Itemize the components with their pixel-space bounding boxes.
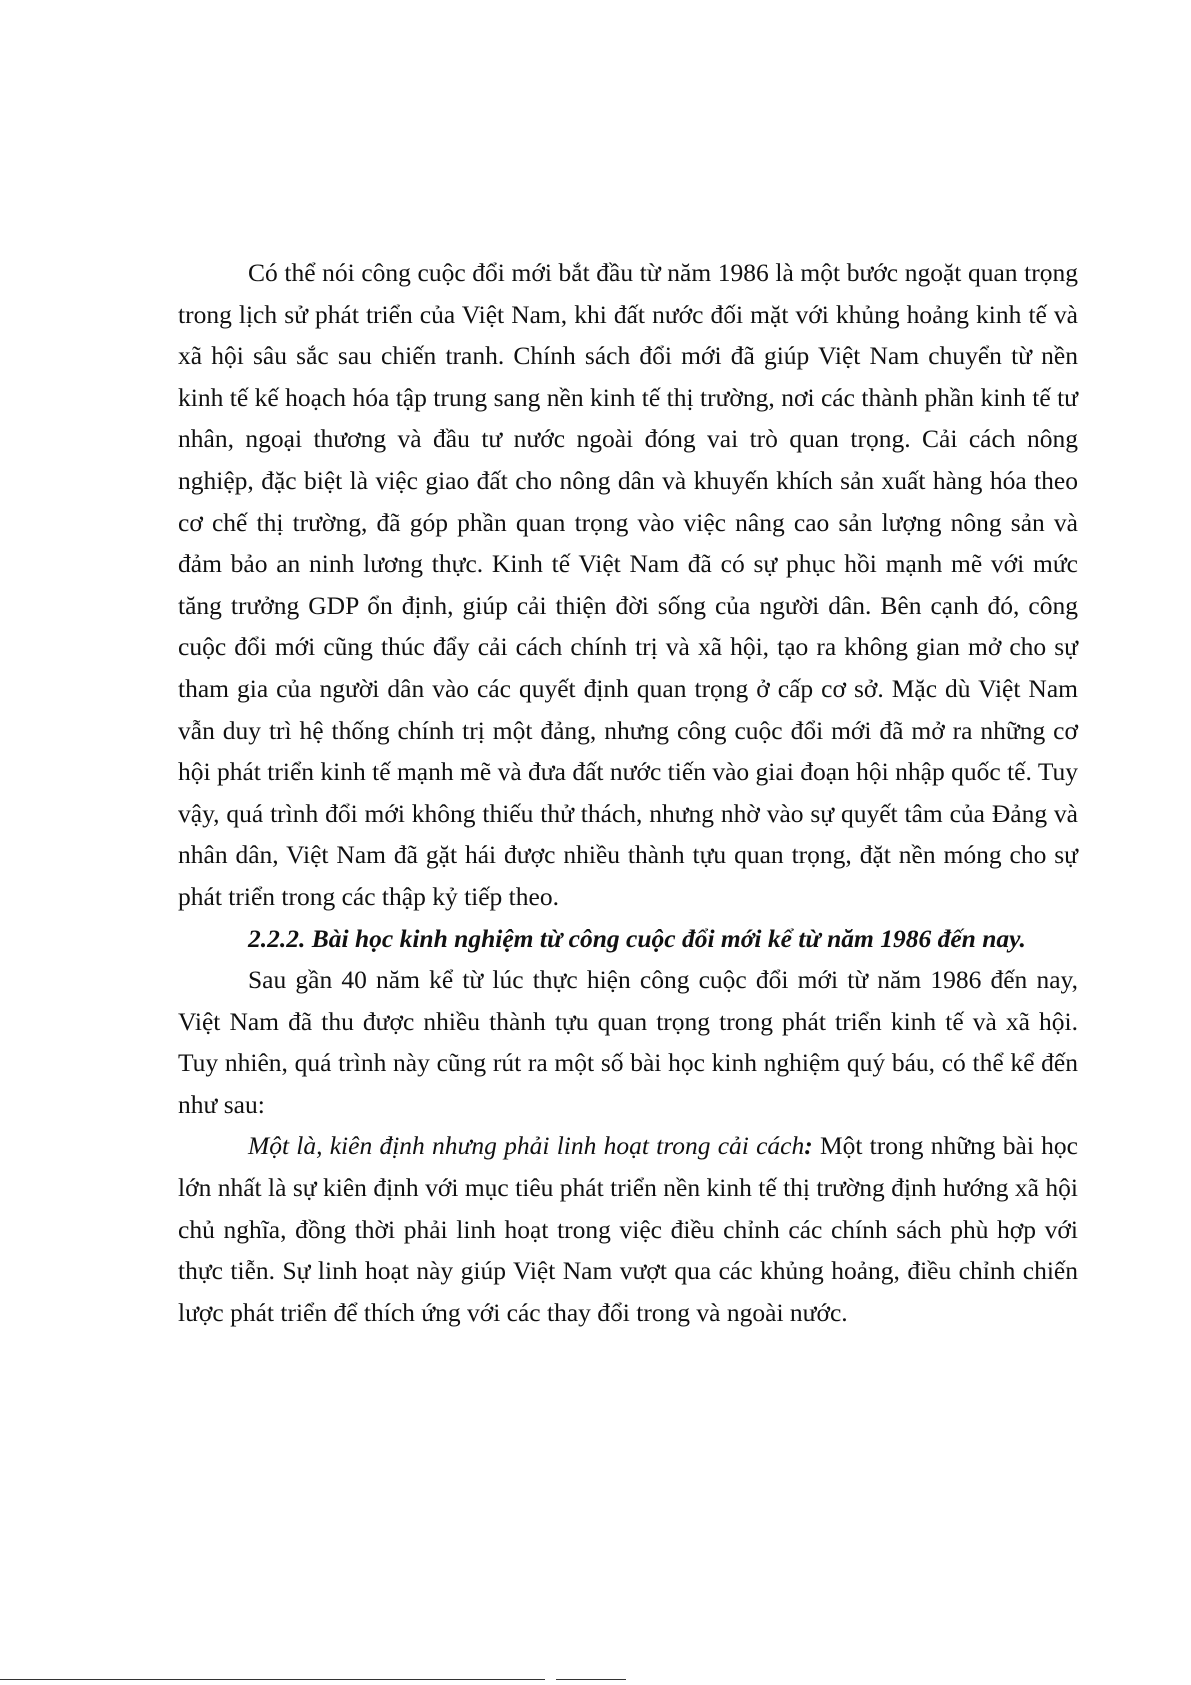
lesson-one-body: Một trong những bài học lớn nhất là sự kiên định với mục tiêu phát triển nền kinh tế thị trường định hướng xã hội chủ nghĩa, đồng thời phải linh hoạt trong việc điều chỉnh các chính sách phù hợp với thực tiễn. Sự linh hoạt này giúp Việt Nam vượt qua các khủng hoảng, điều chỉnh chiến lược phát triển để thích ứng với các thay đổi trong và ngoài nước. <box>178 1131 1078 1327</box>
footer-divider-right <box>556 1679 626 1680</box>
lesson-one-lead-in: Một là, kiên định nhưng phải linh hoạt trong cải cách <box>248 1131 805 1161</box>
paragraph-lesson-one <box>178 1125 1078 1333</box>
footer-divider-left <box>0 1679 545 1680</box>
paragraph-doi-moi-overview: Có thể nói công cuộc đổi mới bắt đầu từ năm 1986 là một bước ngoặt quan trọng trong lịch sử phát triển của Việt Nam, khi đất nước đối mặt với khủng hoảng kinh tế và xã hội sâu sắc sau chiến tranh. Chính sách đổi mới đã giúp Việt Nam chuyển từ nền kinh tế kế hoạch hóa tập trung sang nền kinh tế thị trường, nơi các thành phần kinh tế tư nhân, ngoại thương và đầu tư nước ngoài đóng vai trò quan trọng. Cải cách nông nghiệp, đặc biệt là việc giao đất cho nông dân và khuyến khích sản xuất hàng hóa theo cơ chế thị trường, đã góp phần quan trọng vào việc nâng cao sản lượng nông sản và đảm bảo an ninh lương thực. Kinh tế Việt Nam đã có sự phục hồi mạnh mẽ với mức tăng trưởng GDP ổn định, giúp cải thiện đời sống của người dân. Bên cạnh đó, công cuộc đổi mới cũng thúc đẩy cải cách chính trị và xã hội, tạo ra không gian mở cho sự tham gia của người dân vào các quyết định quan trọng ở cấp cơ sở. Mặc dù Việt Nam vẫn duy trì hệ thống chính trị một đảng, nhưng công cuộc đổi mới đã mở ra những cơ hội phát triển kinh tế mạnh mẽ và đưa đất nước tiến vào giai đoạn hội nhập quốc tế. Tuy vậy, quá trình đổi mới không thiếu thử thách, nhưng nhờ vào sự quyết tâm của Đảng và nhân dân, Việt Nam đã gặt hái được nhiều thành tựu quan trọng, đặt nền móng cho sự phát triển trong các thập kỷ tiếp theo. <box>178 258 1078 911</box>
section-heading-2-2-2: 2.2.2. Bài học kinh nghiệm từ công cuộc đổi mới kể từ năm 1986 đến nay. <box>248 923 1026 953</box>
paragraph-lessons-intro: Sau gần 40 năm kể từ lúc thực hiện công cuộc đổi mới từ năm 1986 đến nay, Việt Nam đã thu được nhiều thành tựu quan trọng trong phát triển kinh tế và xã hội. Tuy nhiên, quá trình này cũng rút ra một số bài học kinh nghiệm quý báu, có thể kể đến như sau: <box>178 965 1078 1119</box>
document-body <box>178 252 1078 1333</box>
lesson-one-colon: : <box>804 1131 813 1161</box>
